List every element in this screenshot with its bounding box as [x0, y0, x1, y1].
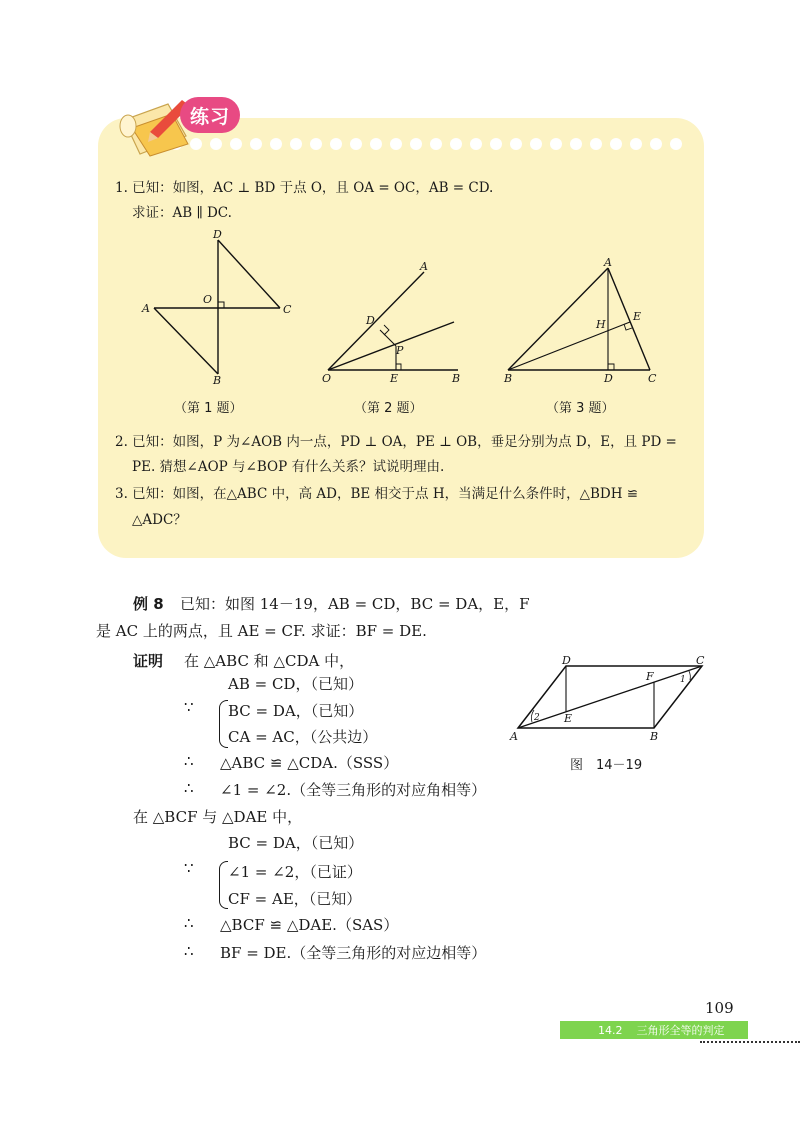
- binder-hole: [450, 138, 462, 150]
- fig1-label-d: D: [213, 228, 222, 241]
- binder-hole: [550, 138, 562, 150]
- q1-line2: 求证：AB ∥ DC.: [132, 205, 232, 221]
- binder-hole: [590, 138, 602, 150]
- binder-hole: [390, 138, 402, 150]
- binder-hole: [470, 138, 482, 150]
- binder-hole: [670, 138, 682, 150]
- fig3-label-a: A: [604, 256, 612, 269]
- q3-line2: △ADC？: [132, 512, 187, 528]
- fig1-label-c: C: [283, 303, 292, 316]
- fig3-label-d: D: [604, 372, 613, 385]
- binder-hole: [490, 138, 502, 150]
- binder-hole: [330, 138, 342, 150]
- proof-line6: ∠1 = ∠2.（全等三角形的对应角相等）: [220, 781, 487, 799]
- therefore-symbol-2: ∴: [184, 779, 194, 797]
- proof-line10: CF = AE，（已知）: [228, 890, 362, 908]
- binder-holes: [170, 138, 690, 152]
- caption-q2: （第 2 题）: [354, 401, 423, 416]
- because-symbol-1: ∵: [184, 698, 194, 716]
- binder-hole: [650, 138, 662, 150]
- fig2-label-b: B: [452, 372, 461, 385]
- example-line1: 已知：如图 14－19，AB = CD，BC = DA，E，F: [180, 595, 530, 613]
- figure-14-19-caption: 图 14－19: [570, 758, 643, 773]
- brace-1: [219, 700, 228, 748]
- proof-line4: CA = AC，（公共边）: [228, 728, 378, 746]
- figure-q2: [320, 258, 470, 390]
- q3-line1: 3. 已知：如图，在△ABC 中，高 AD，BE 相交于点 H，当满足什么条件时，△BDH ≌: [115, 486, 639, 502]
- fig4-label-angle1: 1: [680, 675, 686, 685]
- page-number: 109: [705, 999, 734, 1017]
- fig3-label-h: H: [596, 318, 606, 331]
- fig2-label-e: E: [390, 372, 399, 385]
- binder-hole: [610, 138, 622, 150]
- figure-14-19: [506, 652, 716, 744]
- binder-hole: [350, 138, 362, 150]
- proof-line3: BC = DA，（已知）: [228, 702, 364, 720]
- proof-line11: △BCF ≌ △DAE.（SAS）: [220, 916, 399, 934]
- binder-hole: [310, 138, 322, 150]
- caption-q1: （第 1 题）: [174, 401, 243, 416]
- fig3-label-e: E: [633, 310, 642, 323]
- q1-line1: 1. 已知：如图，AC ⊥ BD 于点 O，且 OA = OC，AB = CD.: [115, 180, 494, 196]
- fig2-label-a: A: [420, 260, 428, 273]
- proof-line9: ∠1 = ∠2，（已证）: [228, 863, 362, 881]
- brace-2: [219, 861, 228, 909]
- fig3-label-c: C: [648, 372, 657, 385]
- example-line2: 是 AC 上的两点，且 AE = CF. 求证：BF = DE.: [96, 622, 427, 640]
- caption-q3: （第 3 题）: [546, 401, 615, 416]
- proof-line8: BC = DA，（已知）: [228, 834, 364, 852]
- proof-line5: △ABC ≌ △CDA.（SSS）: [220, 754, 399, 772]
- because-symbol-2: ∵: [184, 859, 194, 877]
- fig1-label-a: A: [142, 302, 150, 315]
- fig4-label-c: C: [696, 654, 705, 667]
- fig4-label-e: E: [564, 712, 573, 725]
- section-title: 三角形全等的判定: [636, 1024, 725, 1037]
- proof-label: 证明: [133, 652, 164, 670]
- q2-line1: 2. 已知：如图，P 为∠AOB 内一点，PD ⊥ OA，PE ⊥ OB，垂足分别为点 D，E，且 PD =: [115, 434, 677, 450]
- figure-q3: [500, 256, 670, 390]
- fig2-label-o: O: [322, 372, 332, 385]
- fig2-label-d: D: [366, 314, 375, 327]
- fig3-label-b: B: [504, 372, 513, 385]
- fig4-label-d: D: [562, 654, 571, 667]
- binder-hole: [570, 138, 582, 150]
- binder-hole: [630, 138, 642, 150]
- binder-hole: [270, 138, 282, 150]
- proof-line7: 在 △BCF 与 △DAE 中，: [133, 808, 303, 826]
- section-number: 14.2: [598, 1023, 623, 1037]
- binder-hole: [430, 138, 442, 150]
- binder-hole: [530, 138, 542, 150]
- binder-hole: [250, 138, 262, 150]
- fig1-label-b: B: [213, 374, 222, 387]
- therefore-symbol-3: ∴: [184, 914, 194, 932]
- binder-hole: [290, 138, 302, 150]
- figure-q1: [140, 226, 300, 388]
- proof-line12: BF = DE.（全等三角形的对应边相等）: [220, 944, 487, 962]
- fig4-label-a: A: [510, 730, 518, 743]
- section-footer: [560, 1021, 748, 1039]
- binder-hole: [410, 138, 422, 150]
- binder-hole: [510, 138, 522, 150]
- fig1-label-o: O: [203, 293, 213, 306]
- binder-hole: [230, 138, 242, 150]
- fig4-label-f: F: [646, 670, 654, 683]
- proof-line1: 在 △ABC 和 △CDA 中，: [184, 652, 355, 670]
- fig4-label-angle2: 2: [534, 713, 540, 723]
- binder-hole: [210, 138, 222, 150]
- fig2-label-p: P: [396, 344, 404, 357]
- binder-hole: [370, 138, 382, 150]
- fig4-label-b: B: [650, 730, 659, 743]
- footer-dotted-rule: [700, 1041, 800, 1043]
- exercise-title-badge: 练习: [180, 97, 240, 133]
- therefore-symbol-4: ∴: [184, 942, 194, 960]
- q2-line2: PE. 猜想∠AOP 与∠BOP 有什么关系？试说明理由.: [132, 459, 445, 475]
- example-label: 例 8: [133, 595, 164, 613]
- therefore-symbol-1: ∴: [184, 752, 194, 770]
- proof-line2: AB = CD，（已知）: [228, 675, 363, 693]
